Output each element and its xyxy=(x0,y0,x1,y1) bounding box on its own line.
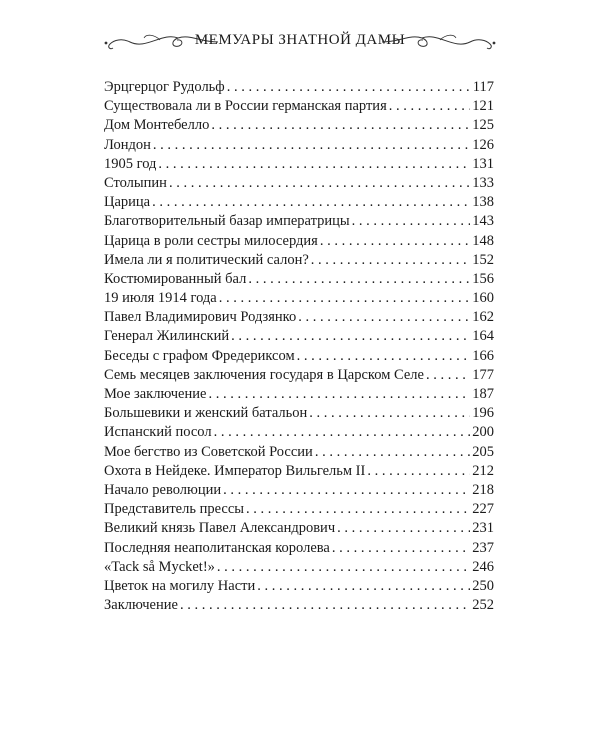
toc-entry-page-number: 187 xyxy=(472,386,494,402)
toc-entry-page-number: 125 xyxy=(472,117,494,134)
right-flourish-ornament xyxy=(380,28,500,56)
toc-dot-leader xyxy=(367,462,470,481)
toc-entry xyxy=(104,366,494,385)
toc-entry xyxy=(104,519,494,538)
toc-entry xyxy=(104,539,494,558)
toc-entry-title: Заключение xyxy=(104,597,178,614)
toc-entry-title: Костюмированный бал xyxy=(104,270,247,287)
toc-dot-leader xyxy=(223,481,470,500)
toc-entry xyxy=(104,155,494,174)
toc-entry-page-number: 218 xyxy=(472,481,494,498)
toc-dot-leader xyxy=(311,251,470,270)
toc-entry-title: Имела ли я политический салон? xyxy=(104,251,309,268)
toc-entry xyxy=(104,193,494,212)
table-of-contents xyxy=(104,78,494,615)
toc-dot-leader xyxy=(153,136,470,155)
toc-entry-page-number: 148 xyxy=(472,232,494,249)
toc-dot-leader xyxy=(352,212,471,231)
toc-entry-page-number: 252 xyxy=(472,597,494,614)
toc-entry xyxy=(104,577,494,596)
toc-entry-title: Павел Владимирович Родзянко xyxy=(104,309,297,326)
toc-entry-title: Столыпин xyxy=(104,174,167,191)
toc-entry xyxy=(104,308,494,327)
toc-entry-page-number: 212 xyxy=(472,462,494,479)
toc-entry-page-number: 237 xyxy=(472,539,494,556)
toc-entry xyxy=(104,500,494,519)
toc-dot-leader xyxy=(231,327,470,346)
toc-dot-leader xyxy=(246,500,470,519)
toc-entry xyxy=(104,423,494,442)
toc-entry-page-number: 121 xyxy=(472,98,494,115)
toc-dot-leader xyxy=(217,558,470,577)
toc-entry-page-number: 164 xyxy=(472,328,494,345)
toc-entry-title: Эрцгерцог Рудольф xyxy=(104,79,225,95)
toc-dot-leader xyxy=(219,289,471,308)
toc-dot-leader xyxy=(298,308,470,327)
toc-entry-title: Представитель прессы xyxy=(104,501,245,518)
toc-entry-title: Охота в Нейдеке. Император Вильгельм II xyxy=(104,462,366,479)
toc-entry-title: Испанский посол xyxy=(104,424,212,441)
toc-dot-leader xyxy=(152,193,470,212)
toc-entry-page-number: 162 xyxy=(472,309,494,326)
toc-dot-leader xyxy=(227,78,471,97)
toc-entry xyxy=(104,347,494,366)
toc-entry xyxy=(104,232,494,251)
toc-entry-page-number: 152 xyxy=(472,251,494,268)
toc-entry xyxy=(104,327,494,346)
toc-entry xyxy=(104,212,494,231)
toc-entry-title: Большевики и женский батальон xyxy=(104,405,308,422)
toc-entry-title: Лондон xyxy=(104,136,151,153)
toc-dot-leader xyxy=(315,443,470,462)
toc-entry xyxy=(104,78,494,97)
toc-dot-leader xyxy=(389,97,471,116)
toc-entry xyxy=(104,136,494,155)
toc-dot-leader xyxy=(297,347,471,366)
toc-entry-title: Семь месяцев заключения государя в Царском Селе xyxy=(104,366,424,383)
toc-entry-title: Беседы с графом Фредериксом xyxy=(104,347,295,364)
toc-dot-leader xyxy=(332,539,470,558)
toc-dot-leader xyxy=(180,596,470,615)
toc-entry-page-number: 131 xyxy=(472,155,494,172)
toc-entry xyxy=(104,385,494,404)
toc-entry xyxy=(104,289,494,308)
toc-entry-title: Последняя неаполитанская королева xyxy=(104,539,330,556)
toc-entry-title: Начало революции xyxy=(104,481,222,498)
toc-entry-page-number: 200 xyxy=(472,424,494,441)
toc-entry-title: Мое бегство из Советской России xyxy=(104,443,313,460)
toc-dot-leader xyxy=(320,232,470,251)
toc-entry-page-number: 133 xyxy=(472,174,494,191)
page-header xyxy=(0,24,600,60)
toc-entry-title: Царица xyxy=(104,194,151,211)
toc-entry-page-number: 246 xyxy=(472,558,494,575)
toc-entry-page-number: 143 xyxy=(472,213,494,230)
toc-entry xyxy=(104,558,494,577)
toc-entry-page-number: 196 xyxy=(472,405,494,422)
toc-entry-page-number: 250 xyxy=(472,577,494,594)
toc-entry xyxy=(104,270,494,289)
toc-entry-title: Цветок на могилу Насти xyxy=(104,577,256,594)
toc-dot-leader xyxy=(257,577,470,596)
toc-entry xyxy=(104,404,494,423)
toc-dot-leader xyxy=(208,385,470,404)
toc-dot-leader xyxy=(214,423,471,442)
toc-entry-page-number: 231 xyxy=(472,520,494,537)
toc-entry-page-number: 177 xyxy=(472,366,494,383)
toc-entry-page-number: 160 xyxy=(472,290,494,307)
toc-dot-leader xyxy=(158,155,470,174)
toc-entry-title: Благотворительный базар императрицы xyxy=(104,213,350,230)
toc-dot-leader xyxy=(169,174,470,193)
toc-entry xyxy=(104,251,494,270)
toc-entry xyxy=(104,481,494,500)
toc-entry-page-number: 205 xyxy=(472,443,494,460)
toc-entry xyxy=(104,116,494,135)
toc-entry-title: Мое заключение xyxy=(104,386,207,402)
toc-entry-title: «Tack så Mycket!» xyxy=(104,558,215,575)
toc-entry-title: Дом Монтебелло xyxy=(104,117,210,134)
toc-entry-title: Существовала ли в России германская партия xyxy=(104,98,387,115)
toc-entry-page-number: 138 xyxy=(472,194,494,211)
toc-dot-leader xyxy=(309,404,470,423)
toc-entry-page-number: 166 xyxy=(472,347,494,364)
toc-entry-title: Царица в роли сестры милосердия xyxy=(104,232,318,249)
toc-entry-title: 19 июля 1914 года xyxy=(104,290,217,307)
toc-entry-page-number: 156 xyxy=(472,270,494,287)
toc-dot-leader xyxy=(337,519,470,538)
toc-entry-page-number: 227 xyxy=(472,501,494,518)
toc-dot-leader xyxy=(426,366,470,385)
toc-dot-leader xyxy=(211,116,470,135)
toc-dot-leader xyxy=(248,270,470,289)
toc-entry-page-number: 117 xyxy=(472,79,494,95)
toc-entry xyxy=(104,174,494,193)
toc-entry-title: Великий князь Павел Александрович xyxy=(104,520,336,537)
toc-entry-title: Генерал Жилинский xyxy=(104,328,230,345)
toc-entry xyxy=(104,443,494,462)
toc-entry xyxy=(104,97,494,116)
toc-entry xyxy=(104,462,494,481)
toc-entry-title: 1905 год xyxy=(104,155,157,172)
toc-entry xyxy=(104,596,494,615)
running-title: МЕМУАРЫ ЗНАТНОЙ ДАМЫ xyxy=(194,32,406,48)
toc-entry-page-number: 126 xyxy=(472,136,494,153)
